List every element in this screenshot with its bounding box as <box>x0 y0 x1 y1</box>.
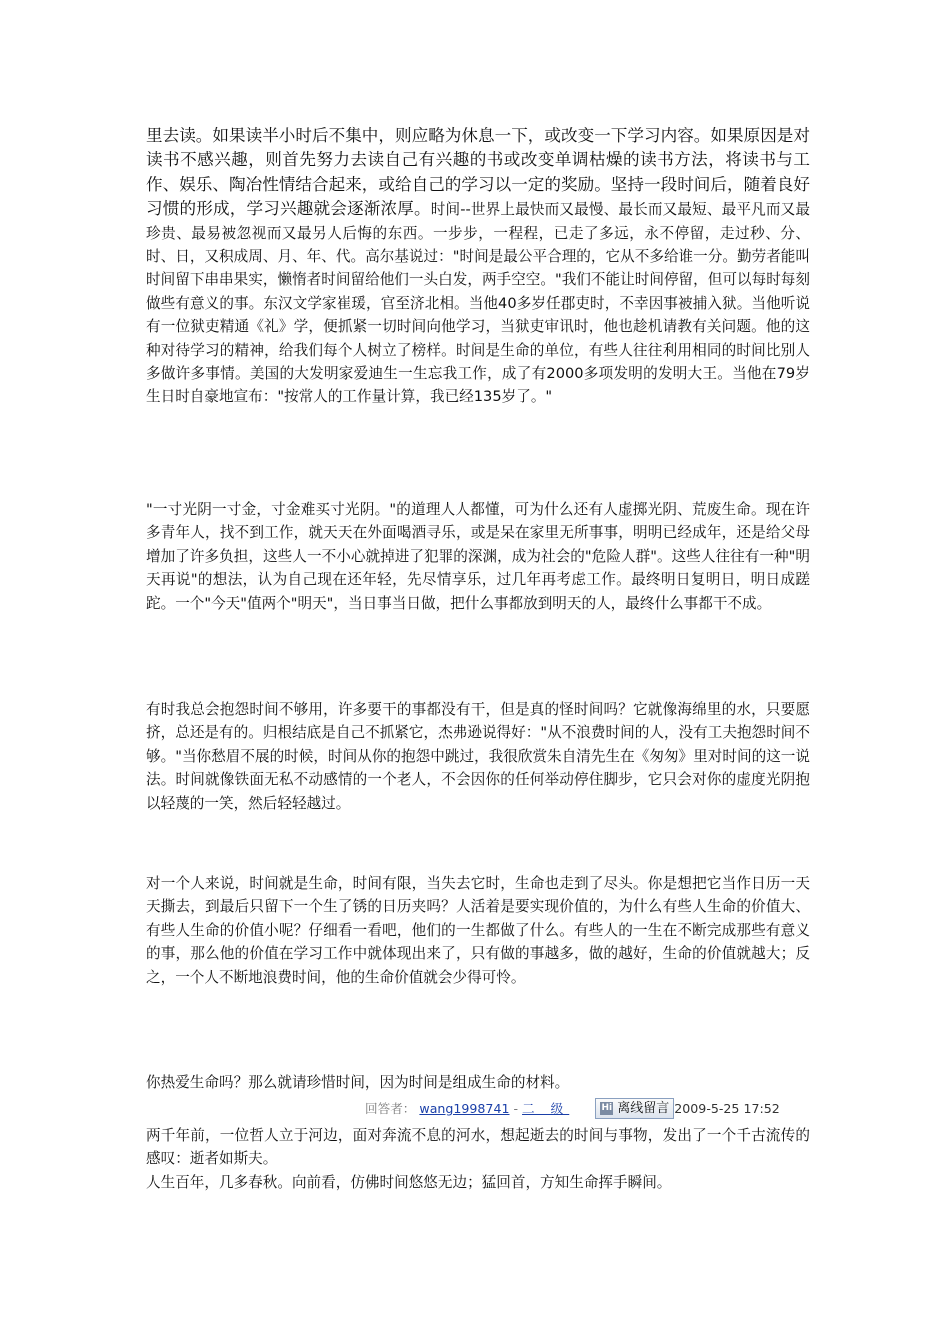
article-paragraph-2: "一寸光阴一寸金，寸金难买寸光阴。"的道理人人都懂，可为什么还有人虚掷光阴、荒废生命。现在许多青年人，找不到工作，就天天在外面喝酒寻乐，或是呆在家里无所事事，明明已经成年，还是给父母增加了许多负担，这些人一不小心就掉进了犯罪的深渊，成为社会的"危险人群"。这些人往往有一种"明天再说"的想法，认为自己现在还年轻，先尽情享乐，过几年再考虑工作。最终明日复明日，明日成蹉跎。一个"今天"值两个"明天"，当日事当日做，把什么事都放到明天的人，最终什么事都干不成。 <box>146 501 810 612</box>
answer-timestamp: 2009-5-25 17:52 <box>674 1101 780 1116</box>
answer-meta <box>365 1097 811 1121</box>
article-paragraph-1 <box>146 124 810 409</box>
user-level-link[interactable]: 二 级 <box>522 1101 570 1116</box>
message-icon: Hi <box>601 1102 613 1113</box>
offline-message-label: 离线留言 <box>617 1100 670 1116</box>
answer-paragraph-1: 两千年前，一位哲人立于河边，面对奔流不息的河水，想起逝去的时间与事物，发出了一个千古流传的感叹：逝者如斯夫。 <box>146 1127 810 1168</box>
offline-message-button[interactable] <box>595 1098 674 1119</box>
meta-separator: - <box>509 1101 523 1116</box>
answer-paragraph-2: 人生百年，几多春秋。向前看，仿佛时间悠悠无边；猛回首，方知生命挥手瞬间。 <box>146 1174 672 1191</box>
article-paragraph-4: 对一个人来说，时间就是生命，时间有限，当失去它时，生命也走到了尽头。你是想把它当作日历一天天撕去，到最后只留下一个生了锈的日历夹吗？人活着是要实现价值的，为什么有些人生命的价值大、有些人生命的价值小呢？仔细看一看吧，他们的一生都做了什么。有些人的一生在不断完成那些有意义的事，那么他的价值在学习工作中就体现出来了，只有做的事越多，做的越好，生命的价值就越大；反之，一个人不断地浪费时间，他的生命价值就会少得可怜。 <box>146 875 810 986</box>
answerer-user-link[interactable]: wang1998741 <box>419 1101 510 1116</box>
article-paragraph-3: 有时我总会抱怨时间不够用，许多要干的事都没有干，但是真的怪时间吗？它就像海绵里的水，只要愿挤，总还是有的。归根结底是自己不抓紧它，杰弗逊说得好："从不浪费时间的人，没有工夫抱怨时间不够。"当你愁眉不展的时候，时间从你的抱怨中跳过，我很欣赏朱自清先生在《匆匆》里对时间的这一说法。时间就像铁面无私不动感情的一个老人，不会因你的任何举动停住脚步，它只会对你的虚度光阴抱以轻蔑的一笑，然后轻轻越过。 <box>146 701 810 812</box>
article-paragraph-5: 你热爱生命吗？那么就请珍惜时间，因为时间是组成生命的材料。 <box>146 1074 570 1091</box>
answerer-label: 回答者： <box>365 1101 416 1116</box>
time-essay-text: 时间--世界上最快而又最慢、最长而又最短、最平凡而又最珍贵、最易被忽视而又最另人后悔的东西。一步步，一程程，已走了多远，永不停留，走过秒、分、时、日，又积成周、月、年、代。高尔基说过："时间是最公平合理的，它从不多给谁一分。勤劳者能叫时间留下串串果实，懒惰者时间留给他们一头白发，两手空空。"我们不能让时间停留，但可以每时每刻做些有意义的事。东汉文学家崔瑗，官至济北相。当他40多岁任郡吏时，不幸因事被捕入狱。当他听说有一位狱吏精通《礼》学，便抓紧一切时间向他学习，当狱吏审讯时，他也趁机请教有关问题。他的这种对待学习的精神，给我们每个人树立了榜样。时间是生命的单位，有些人往往利用相同的时间比别人多做许多事情。美国的大发明家爱迪生一生忘我工作，成了有2000多项发明的发明大王。当他在79岁生日时自豪地宣布："按常人的工作量计算，我已经135岁了。" <box>146 201 810 406</box>
reading-advice-text: 里去读。如果读半小时后不集中，则应略为休息一下，或改变一下学习内容。如果原因是对读书不感兴趣，则首先努力去读自己有兴趣的书或改变单调枯燥的读书方法，将读书与工作、娱乐、陶冶性情结合起来，或给自己的学习以一定的奖励。坚持一段时间后，随着良好习惯的形成，学习兴趣就会逐渐浓厚。 <box>146 126 810 219</box>
